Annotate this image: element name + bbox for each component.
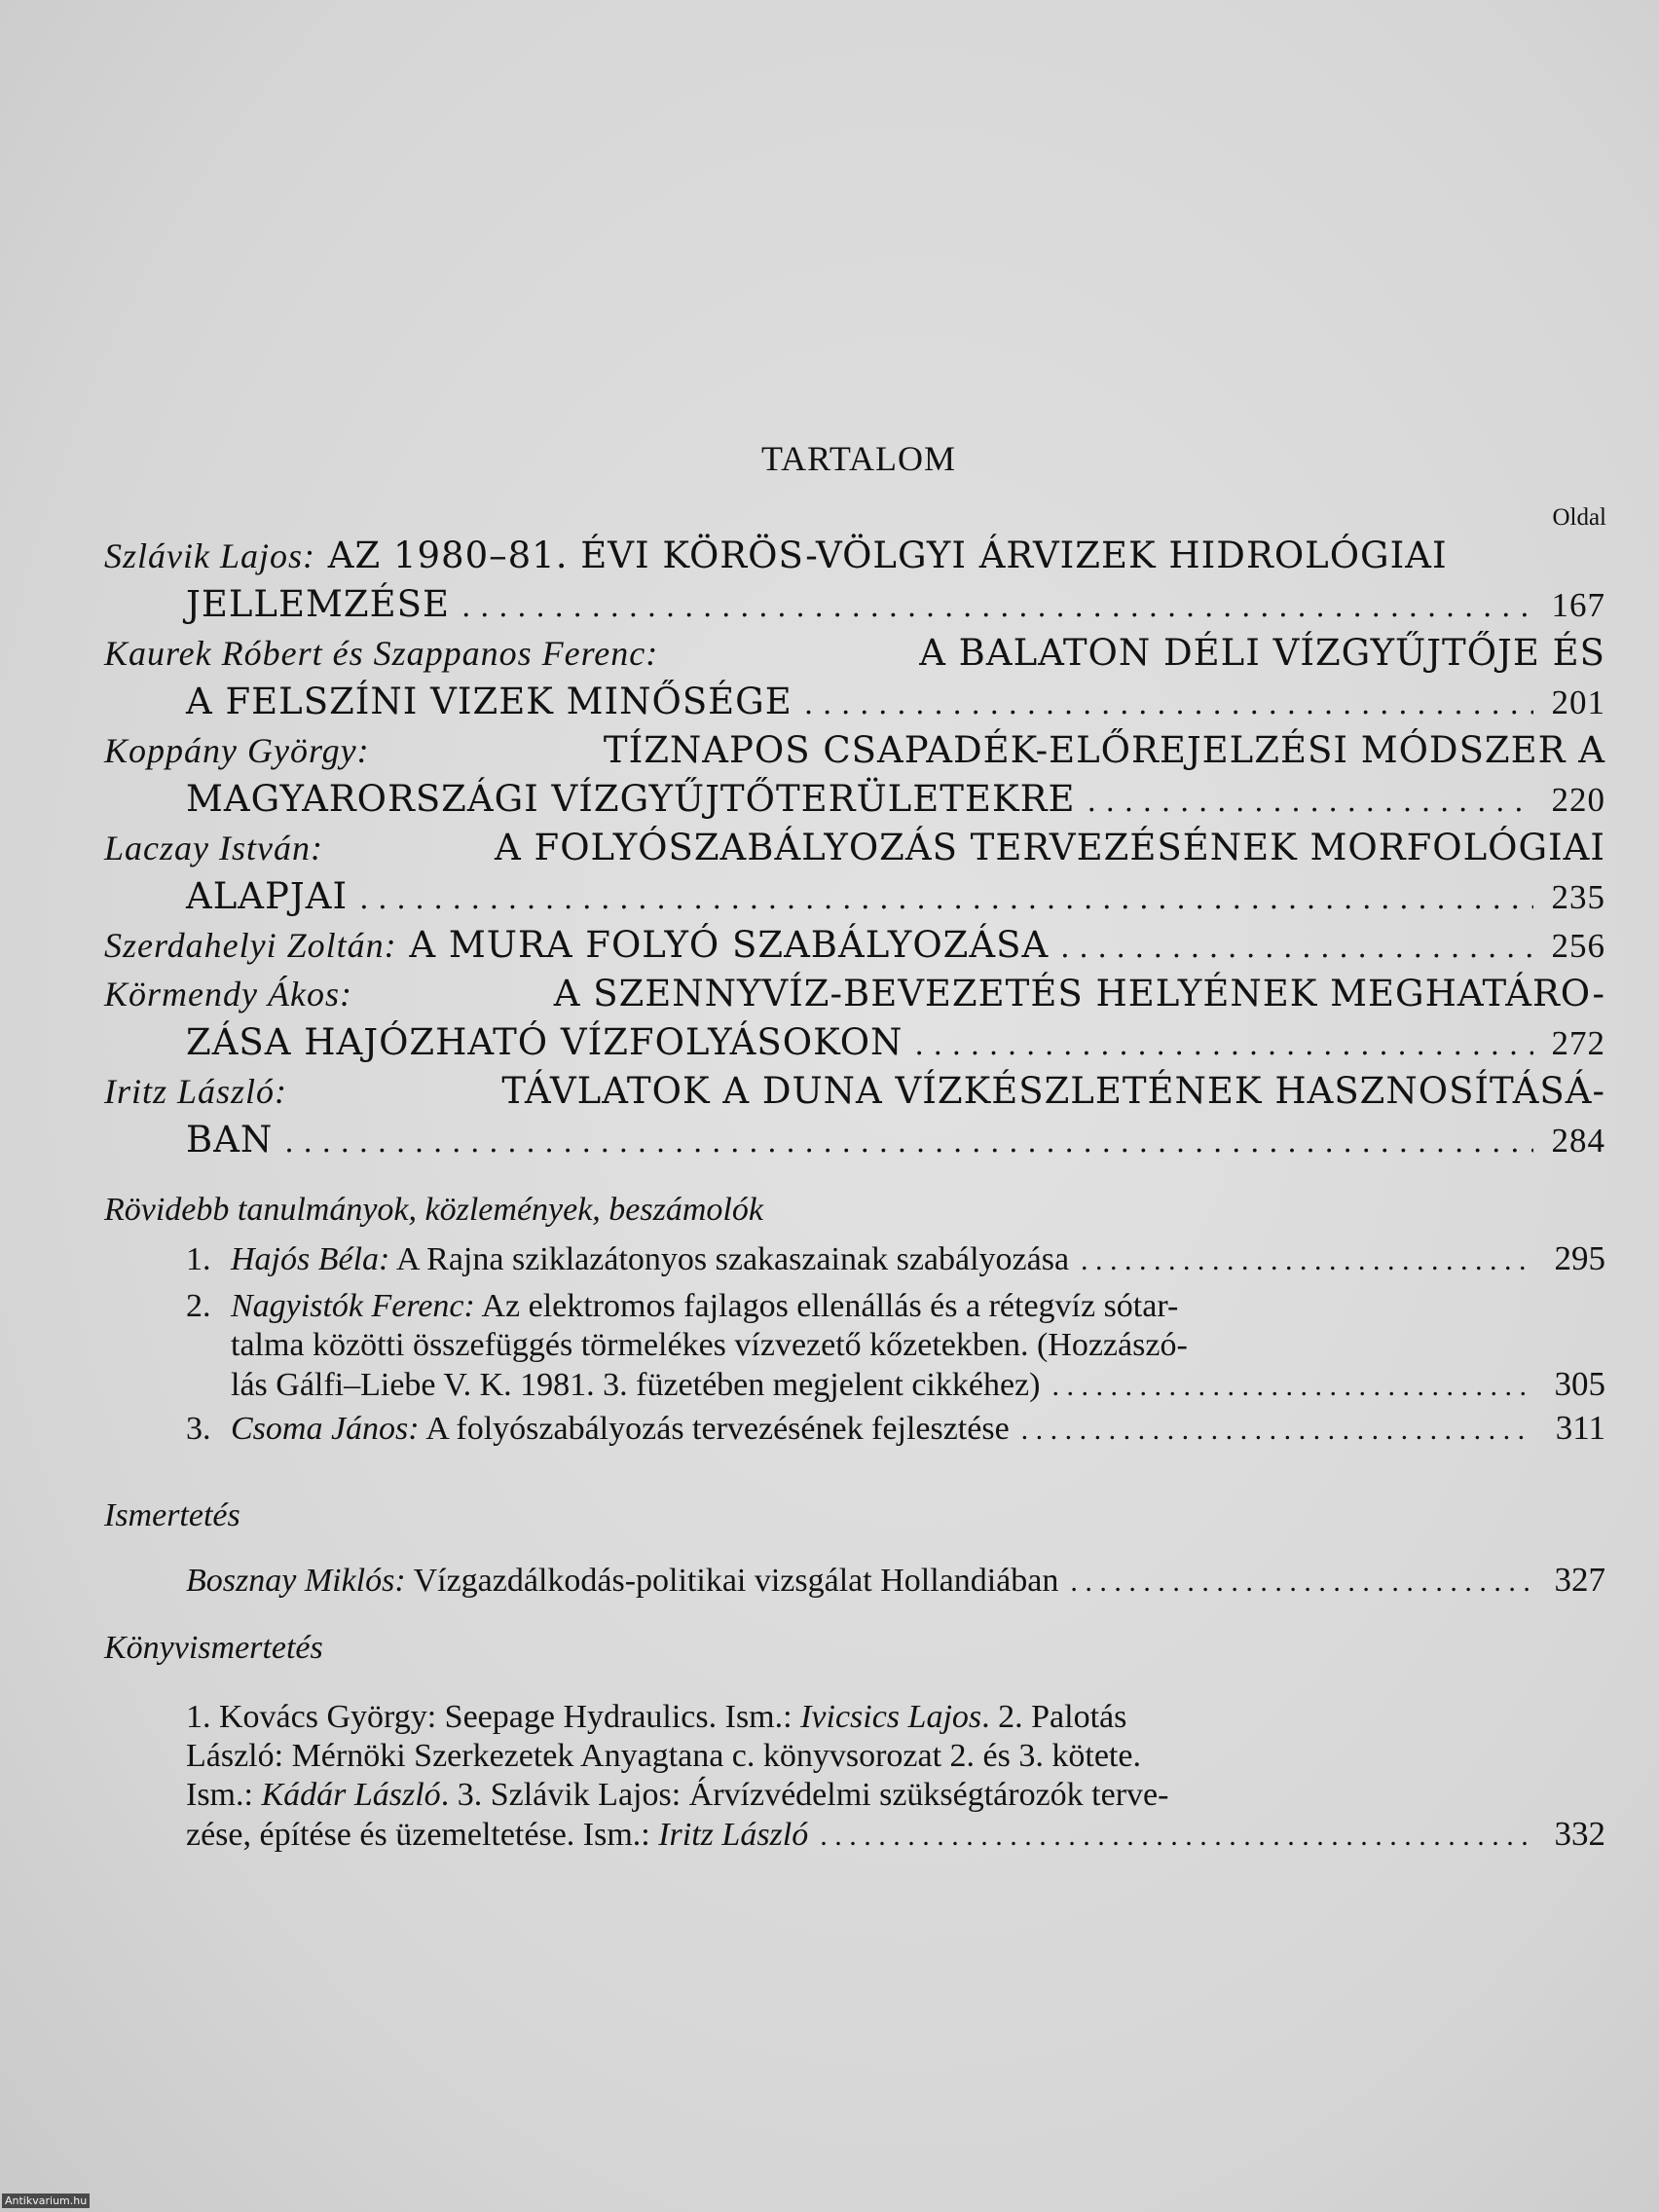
entry-author: Kaurek Róbert és Szappanos Ferenc: [104, 634, 659, 673]
toc-entry-line [104, 1815, 1605, 1854]
table-of-contents [104, 516, 1605, 1854]
toc-entry-line [104, 921, 1605, 970]
entry-page: 327 [1554, 1561, 1605, 1599]
entry-title-cont: ALAPJAI [186, 875, 349, 917]
leader-dots [1081, 1236, 1533, 1285]
entry-page: 272 [1551, 1024, 1605, 1062]
entry-page: 284 [1551, 1122, 1605, 1160]
entry-title: A folyószabályozás tervezésének fejlesztése [425, 1411, 1010, 1447]
entry-title: A BALATON DÉLI VÍZGYŰJTŐJE ÉS [919, 632, 1605, 674]
leader-dots [1060, 924, 1533, 973]
entry-author: Laczay István: [104, 829, 323, 867]
book-text: Ism.: [186, 1777, 253, 1813]
toc-entry-line [104, 1698, 1605, 1737]
entry-number: 2. [186, 1288, 211, 1324]
toc-entry-line [104, 1287, 1605, 1326]
page-column-label: Oldal [1552, 504, 1606, 531]
entry-number: 1. [186, 1241, 211, 1277]
leader-dots [359, 875, 1533, 924]
entry-title-cont: talma közötti összefüggés törmelékes vízvezető kőzetekben. (Hozzászó- [231, 1327, 1188, 1363]
entry-author: Csoma János: [231, 1411, 420, 1447]
entry-author: Körmendy Ákos: [104, 975, 352, 1014]
entry-title: A Rajna sziklazátonyos szakaszainak szabályozása [395, 1241, 1070, 1277]
section-heading: Rövidebb tanulmányok, közlemények, beszámolók [104, 1192, 763, 1228]
toc-entry-line [104, 775, 1605, 824]
watermark: Antikvarium.hu [2, 2194, 90, 2208]
toc-entry-line [104, 1235, 1605, 1283]
leader-dots [914, 1021, 1533, 1070]
toc-entry-line [104, 1404, 1605, 1453]
entry-title: TÁVLATOK A DUNA VÍZKÉSZLETÉNEK HASZNOSÍTÁSÁ- [501, 1070, 1605, 1112]
toc-entry-line [104, 1326, 1605, 1365]
reviewer-name: Ivicsics Lajos [800, 1699, 982, 1735]
section-heading: Ismertetés [104, 1497, 240, 1533]
toc-entry-line [104, 1365, 1605, 1404]
entry-title: Az elektromos fajlagos ellenállás és a rétegvíz sótar- [481, 1288, 1179, 1324]
reviewer-name: Kádár László [261, 1777, 441, 1813]
entry-page: 311 [1555, 1409, 1605, 1447]
entry-author: Koppány György: [104, 731, 370, 770]
toc-entry-line [104, 1018, 1605, 1067]
toc-entry-line [104, 678, 1605, 726]
entry-author: Hajós Béla: [231, 1241, 390, 1277]
toc-entry-line [104, 1116, 1605, 1164]
entry-title: A SZENNYVÍZ-BEVEZETÉS HELYÉNEK MEGHATÁRO- [553, 973, 1605, 1014]
leader-dots [1051, 1367, 1533, 1406]
book-text: . 3. Szlávik Lajos: Árvízvédelmi szükségtározók terve- [440, 1777, 1169, 1813]
toc-entry-line [104, 1776, 1605, 1815]
book-text: . 2. Palotás [981, 1699, 1127, 1735]
entry-page: 332 [1554, 1815, 1605, 1853]
page-title: TARTALOM [760, 439, 957, 478]
reviewer-name: Iritz László [658, 1817, 809, 1853]
entry-title: AZ 1980–81. ÉVI KÖRÖS-VÖLGYI ÁRVIZEK HIDROLÓGIAI [327, 535, 1448, 576]
entry-author: Nagyistók Ferenc: [231, 1288, 475, 1324]
toc-entry-line [104, 1556, 1605, 1604]
leader-dots [1087, 778, 1533, 827]
entry-page: 201 [1551, 683, 1605, 721]
leader-dots [804, 681, 1533, 729]
toc-entry-line [104, 872, 1605, 921]
toc-entry-line [104, 1067, 1605, 1116]
toc-entry-line [104, 1737, 1605, 1776]
section-heading: Könyvismertetés [104, 1630, 323, 1666]
entry-title: A MURA FOLYÓ SZABÁLYOZÁSA [409, 924, 1050, 966]
entry-title-cont: BAN [186, 1119, 274, 1161]
entry-author: Szerdahelyi Zoltán: [104, 926, 397, 965]
entry-title-cont: JELLEMZÉSE [186, 583, 450, 625]
toc-entry-line [104, 824, 1605, 872]
entry-page: 305 [1554, 1365, 1605, 1403]
book-text: 1. Kovács György: Seepage Hydraulics. Ism.: [186, 1699, 793, 1735]
book-text: zése, építése és üzemeltetése. Ism.: [186, 1817, 650, 1853]
entry-title: A FOLYÓSZABÁLYOZÁS TERVEZÉSÉNEK MORFOLÓGIAI [495, 827, 1605, 868]
leader-dots [1070, 1558, 1533, 1606]
toc-entry-line [104, 970, 1605, 1018]
leader-dots [1021, 1406, 1533, 1455]
entry-page: 220 [1551, 781, 1605, 819]
toc-entry-line [104, 629, 1605, 678]
toc-entry-line [104, 532, 1605, 580]
entry-title: TÍZNAPOS CSAPADÉK-ELŐREJELZÉSI MÓDSZER A [603, 729, 1605, 771]
leader-dots [284, 1119, 1533, 1167]
entry-page: 295 [1554, 1239, 1605, 1277]
entry-author: Bosznay Miklós: [186, 1563, 406, 1599]
entry-title-cont: lás Gálfi–Liebe V. K. 1981. 3. füzetében megjelent cikkéhez) [231, 1367, 1041, 1403]
book-text: László: Mérnöki Szerkezetek Anyagtana c. könyvsorozat 2. és 3. kötete. [186, 1738, 1141, 1774]
leader-dots [820, 1817, 1533, 1856]
entry-author: Iritz László: [104, 1072, 288, 1111]
entry-page: 235 [1551, 878, 1605, 916]
entry-page: 167 [1551, 586, 1605, 624]
entry-number: 3. [186, 1411, 211, 1447]
toc-entry-line [104, 726, 1605, 775]
leader-dots [461, 583, 1533, 632]
entry-title-cont: ZÁSA HAJÓZHATÓ VÍZFOLYÁSOKON [186, 1021, 903, 1063]
entry-title-cont: A FELSZÍNI VIZEK MINŐSÉGE [186, 681, 793, 722]
entry-author: Szlávik Lajos: [104, 536, 315, 575]
toc-entry-line [104, 580, 1605, 629]
entry-title-cont: MAGYARORSZÁGI VÍZGYŰJTŐTERÜLETEKRE [186, 778, 1076, 820]
entry-title: Vízgazdálkodás-politikai vizsgálat Hollandiában [413, 1563, 1059, 1599]
entry-page: 256 [1551, 927, 1605, 965]
